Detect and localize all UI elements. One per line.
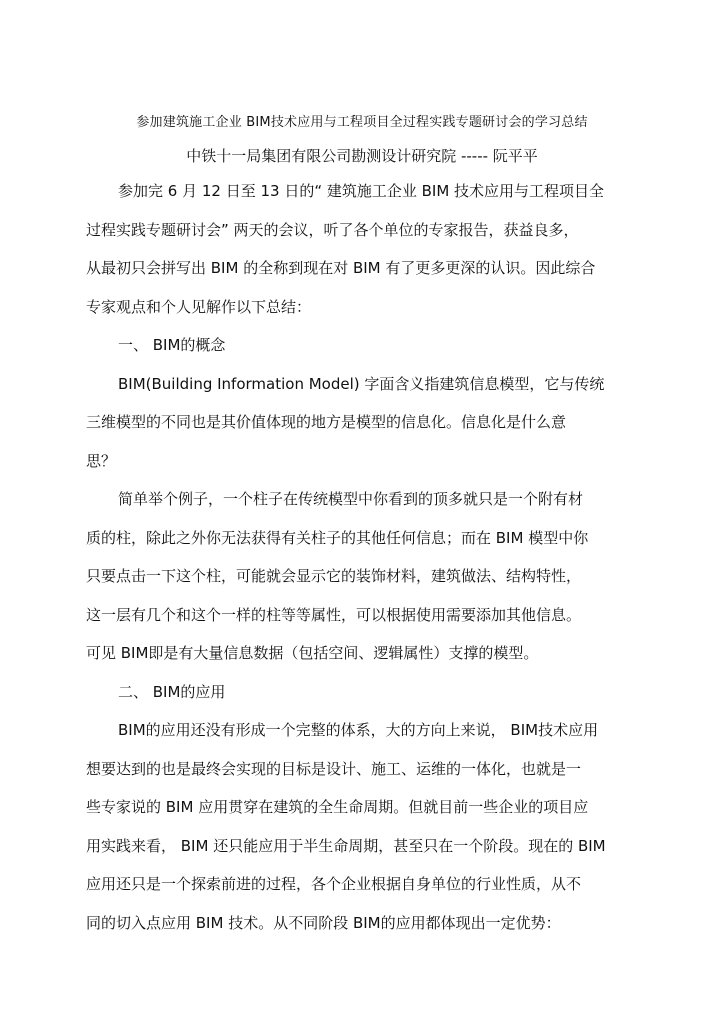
paragraph-line: 思？ (86, 451, 117, 470)
paragraph-line: 用实践来看， BIM 还只能应用于半生命周期，甚至只在一个阶段。现在的 BIM (86, 836, 606, 855)
author-line: 中铁十一局集团有限公司勘测设计研究院 ----- 阮平平 (186, 147, 538, 165)
paragraph-line: 质的柱，除此之外你无法获得有关柱子的其他任何信息；而在 BIM 模型中你 (86, 528, 589, 547)
paragraph-line: 参加完 6 月 12 日至 13 日的“ 建筑施工企业 BIM 技术应用与工程项目全 (118, 182, 605, 200)
paragraph-line: BIM(Building Information Model) 字面含义指建筑信息模型，它与传统 (118, 374, 605, 393)
paragraph-line: 从最初只会拼写出 BIM 的全称到现在对 BIM 有了更多更深的认识。因此综合 (86, 259, 596, 277)
document-title: 参加建筑施工企业 BIM技术应用与工程项目全过程实践专题研讨会的学习总结 (136, 115, 588, 130)
paragraph-line: 这一层有几个和这个一样的柱等等属性，可以根据使用需要添加其他信息。 (86, 605, 582, 624)
paragraph-line: 只要点击一下这个柱，可能就会显示它的装饰材料，建筑做法、结构特性， (86, 567, 582, 585)
paragraph-line: 同的切入点应用 BIM 技术。从不同阶段 BIM的应用都体现出一定优势： (86, 913, 561, 932)
paragraph-line: 可见 BIM即是有大量信息数据（包括空间、逻辑属性）支撑的模型。 (86, 644, 539, 662)
paragraph-line: BIM的应用还没有形成一个完整的体系，大的方向上来说， BIM技术应用 (118, 721, 599, 739)
document-body (86, 178, 666, 948)
paragraph-line: 想要达到的也是最终会实现的目标是设计、施工、运维的一体化，也就是一 (86, 759, 582, 778)
section-heading: 二、 BIM的应用 (118, 682, 226, 701)
paragraph-line: 三维模型的不同也是其价值体现的地方是模型的信息化。信息化是什么意 (86, 413, 567, 431)
paragraph-line: 应用还只是一个探索前进的过程，各个企业根据自身单位的行业性质，从不 (86, 875, 582, 893)
paragraph-line: 简单举个例子，一个柱子在传统模型中你看到的顶多就只是一个附有材 (118, 490, 584, 508)
paragraph-line: 些专家说的 BIM 应用贯穿在建筑的全生命周期。但就目前一些企业的项目应 (86, 798, 589, 816)
section-heading: 一、 BIM的概念 (118, 336, 226, 354)
paragraph-line: 过程实践专题研讨会” 两天的会议，听了各个单位的专家报告，获益良多， (86, 220, 579, 239)
paragraph-line: 专家观点和个人见解作以下总结： (86, 297, 312, 316)
